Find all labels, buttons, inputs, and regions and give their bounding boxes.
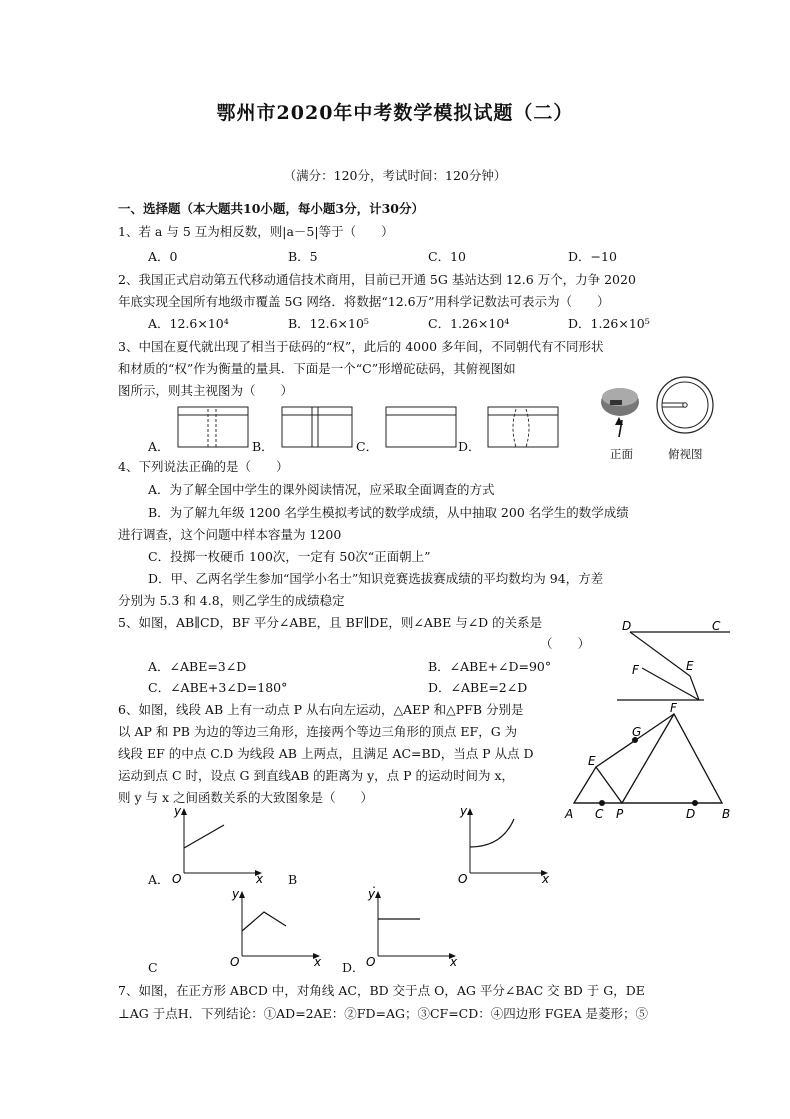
q3-figure-a bbox=[178, 407, 248, 447]
q5-option-a: A．∠ABE=3∠D bbox=[148, 659, 247, 674]
weight-top-view bbox=[657, 377, 713, 433]
q6-graph-c-origin: O bbox=[230, 955, 240, 969]
q3-line-3: 图所示，则其主视图为（ ） bbox=[118, 383, 294, 398]
q4-option-d-line-1: D．甲、乙两名学生参加“国学小名士”知识竞赛选拔赛成绩的平均数均为 94，方差 bbox=[148, 571, 604, 586]
q5-option-c: C．∠ABE+3∠D=180° bbox=[148, 680, 288, 695]
q4-option-b-line-2: 进行调查，这个问题中样本容量为 1200 bbox=[118, 527, 342, 542]
q4-option-d-line-2: 分别为 5.3 和 4.8，则乙学生的成绩稳定 bbox=[118, 593, 345, 608]
q5-option-d: D．∠ABE=2∠D bbox=[428, 680, 528, 695]
q2-option-c: C．1.26×10⁴ bbox=[428, 316, 510, 331]
q3-line-1: 3、中国在夏代就出现了相当于砝码的“权”，此后的 4000 多年间，不同朝代有不同形状 bbox=[118, 339, 604, 354]
q6-label-f: F bbox=[670, 701, 677, 715]
q2-line-1: 2、我国正式启动第五代移动通信技术商用，目前已开通 5G 基站达到 12.6 万个，力争 2020 bbox=[118, 272, 636, 287]
q3-option-b: B． bbox=[252, 439, 274, 454]
q6-label-c: C bbox=[595, 807, 604, 821]
q3-option-c: C． bbox=[356, 439, 379, 454]
q6-graph-a-origin: O bbox=[172, 872, 182, 886]
q3-figure-d bbox=[488, 407, 558, 447]
q4-option-b-line-1: B．为了解九年级 1200 名学生模拟考试的数学成绩，从中抽取 200 名学生的数学成绩 bbox=[148, 505, 629, 520]
q6-label-a: A bbox=[565, 807, 574, 821]
q5-label-d: D bbox=[622, 619, 632, 633]
q3-line-2: 和材质的“权”作为衡量的量具．下面是一个“C”形增砣砝码，其俯视图如 bbox=[118, 361, 516, 376]
q6-graph-d bbox=[360, 886, 460, 969]
section-heading: 一、选择题（本大题共10小题，每小题3分，计30分） bbox=[118, 201, 424, 216]
q3-weight-illustration bbox=[595, 375, 735, 455]
q1-option-c: C．10 bbox=[428, 249, 466, 264]
q6-graph-b-y: y bbox=[460, 804, 468, 818]
q6-label-g: G bbox=[632, 725, 642, 739]
q6-graph-c bbox=[224, 886, 324, 969]
q6-line-3: 线段 EF 的中点 C.D 为线段 AB 上两点，且满足 AC=BD，当点 P 从点 D bbox=[118, 746, 534, 761]
q5-stem: 5、如图，AB∥CD，BF 平分∠ABE，且 BF∥DE，则∠ABE 与∠D 的关系是 bbox=[118, 615, 543, 630]
exam-info: （满分：120分，考试时间：120分钟） bbox=[283, 168, 507, 183]
q6-graph-d-x: x bbox=[450, 955, 458, 969]
q2-line-2: 年底实现全国所有地级市覆盖 5G 网络．将数据“12.6万”用科学记数法可表示为（ ） bbox=[118, 294, 610, 309]
q6-line-2: 以 AP 和 PB 为边的等边三角形，连接两个等边三角形的顶点 EF，G 为 bbox=[118, 724, 518, 739]
q6-label-b: B bbox=[722, 807, 731, 821]
q1-option-a: A．0 bbox=[148, 249, 178, 264]
q6-graph-d-origin: O bbox=[366, 955, 376, 969]
q6-line-5: 则 y 与 x 之间函数关系的大致图象是（ ） bbox=[118, 790, 374, 805]
weight-front-view bbox=[601, 388, 639, 437]
q5-diagram bbox=[612, 618, 742, 703]
q5-answer-paren: （ ） bbox=[540, 636, 591, 651]
q6-graph-a-x: x bbox=[256, 872, 264, 886]
q3-figure-c bbox=[386, 407, 456, 447]
q6-option-a: A． bbox=[148, 872, 170, 887]
q7-line-1: 7、如图，在正方形 ABCD 中，对角线 AC，BD 交于点 O，AG 平分∠BAC 交 BD 于 G，DE bbox=[118, 983, 645, 998]
q5-option-b: B．∠ABE+∠D=90° bbox=[428, 659, 552, 674]
q4-option-a: A．为了解全国中学生的课外阅读情况，应采取全面调查的方式 bbox=[148, 482, 495, 497]
q4-option-c: C．投掷一枚硬币 100次，一定有 50次“正面朝上” bbox=[148, 549, 431, 564]
q2-option-b: B．12.6×10⁵ bbox=[288, 316, 369, 331]
q6-graph-a bbox=[166, 803, 266, 886]
q6-graph-d-y: y bbox=[368, 887, 376, 901]
q6-graph-b-mark: . bbox=[372, 876, 376, 891]
q3-option-d: D． bbox=[458, 439, 481, 454]
q5-label-f: F bbox=[632, 663, 639, 677]
q7-line-2: ⊥AG 于点H．下列结论：①AD=2AE：②FD=AG；③CF=CD：④四边形 FGEA 是菱形；⑤ bbox=[118, 1006, 649, 1021]
q1-option-b: B．5 bbox=[288, 249, 318, 264]
q6-diagram bbox=[562, 702, 737, 822]
q6-graph-c-y: y bbox=[232, 887, 240, 901]
q6-graph-b-x: x bbox=[542, 872, 550, 886]
q2-option-d: D．1.26×10⁵ bbox=[568, 316, 650, 331]
q1-option-d: D．−10 bbox=[568, 249, 617, 264]
q6-line-1: 6、如图，线段 AB 上有一动点 P 从右向左运动，△AEP 和△PFB 分别是 bbox=[118, 702, 524, 717]
q6-graph-a-y: y bbox=[174, 804, 182, 818]
q6-label-p: P bbox=[616, 807, 624, 821]
q2-option-a: A．12.6×10⁴ bbox=[148, 316, 229, 331]
q1-stem: 1、若 a 与 5 互为相反数，则|a－5|等于（ ） bbox=[118, 224, 394, 239]
q3-option-a: A． bbox=[148, 439, 170, 454]
q4-stem: 4、下列说法正确的是（ ） bbox=[118, 459, 289, 474]
q6-label-d: D bbox=[686, 807, 696, 821]
page-title: 鄂州市2020年中考数学模拟试题（二） bbox=[216, 102, 574, 124]
q6-graph-c-x: x bbox=[314, 955, 322, 969]
top-view-label: 俯视图 bbox=[668, 447, 703, 461]
q6-label-e: E bbox=[588, 754, 596, 768]
q5-label-e: E bbox=[686, 659, 694, 673]
q6-line-4: 运动到点 C 时，设点 G 到直线AB 的距离为 y，点 P 的运动时间为 x， bbox=[118, 768, 515, 783]
front-view-label: 正面 bbox=[610, 447, 633, 461]
q6-option-c: C bbox=[148, 960, 158, 975]
q6-option-b: B bbox=[288, 872, 298, 887]
q6-graph-b bbox=[452, 803, 552, 886]
q6-graph-b-origin: O bbox=[458, 872, 468, 886]
q3-figure-b bbox=[282, 407, 352, 447]
q6-option-d: D． bbox=[342, 960, 365, 975]
q5-label-c: C bbox=[712, 619, 721, 633]
